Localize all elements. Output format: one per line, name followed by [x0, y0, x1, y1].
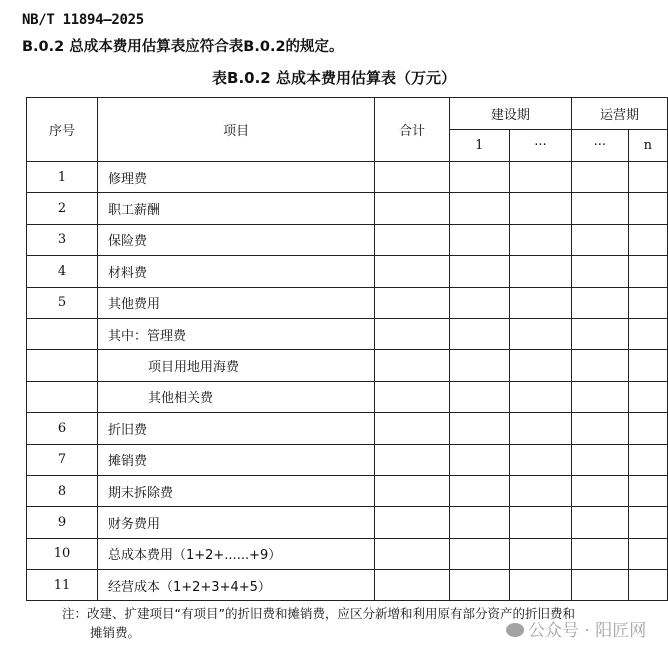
row-total	[375, 475, 450, 506]
row-no: 6	[27, 413, 98, 444]
table-row	[27, 287, 668, 318]
row-operation-ellipsis	[572, 475, 629, 506]
table-row	[27, 444, 668, 475]
row-construction-ellipsis	[509, 350, 571, 381]
header-operation-period: 运营期	[572, 98, 668, 130]
row-item: 其他费用	[97, 287, 374, 318]
row-item: 期末拆除费	[97, 475, 374, 506]
row-construction-1	[449, 538, 509, 569]
row-operation-n	[628, 287, 667, 318]
header-no: 序号	[27, 98, 98, 162]
row-operation-n	[628, 350, 667, 381]
row-construction-ellipsis	[509, 413, 571, 444]
row-item: 修理费	[97, 162, 374, 193]
cost-estimate-table	[26, 97, 668, 601]
row-no	[27, 350, 98, 381]
table-row	[27, 570, 668, 601]
row-item: 摊销费	[97, 444, 374, 475]
header-construction-ellipsis: ···	[509, 130, 571, 162]
table-title: 表B.0.2 总成本费用估算表（万元）	[212, 69, 456, 87]
header-operation-year-n: n	[628, 130, 667, 162]
row-no: 7	[27, 444, 98, 475]
row-construction-1	[449, 256, 509, 287]
table-row	[27, 538, 668, 569]
row-total	[375, 444, 450, 475]
row-item: 其他相关费	[97, 381, 374, 412]
row-operation-n	[628, 256, 667, 287]
row-item: 财务费用	[97, 507, 374, 538]
row-operation-ellipsis	[572, 256, 629, 287]
row-no: 4	[27, 256, 98, 287]
row-item: 经营成本（1+2+3+4+5）	[97, 570, 374, 601]
row-construction-1	[449, 413, 509, 444]
row-total	[375, 287, 450, 318]
row-construction-ellipsis	[509, 162, 571, 193]
table-row	[27, 162, 668, 193]
row-operation-ellipsis	[572, 193, 629, 224]
table-row	[27, 224, 668, 255]
row-construction-1	[449, 507, 509, 538]
row-total	[375, 193, 450, 224]
row-item: 职工薪酬	[97, 193, 374, 224]
row-construction-ellipsis	[509, 193, 571, 224]
row-total	[375, 256, 450, 287]
row-item: 项目用地用海费	[97, 350, 374, 381]
table-row	[27, 193, 668, 224]
row-operation-ellipsis	[572, 350, 629, 381]
row-no	[27, 318, 98, 349]
header-construction-year-1: 1	[449, 130, 509, 162]
row-no: 3	[27, 224, 98, 255]
row-operation-ellipsis	[572, 287, 629, 318]
row-total	[375, 570, 450, 601]
wechat-icon	[506, 623, 524, 637]
row-construction-1	[449, 475, 509, 506]
row-operation-ellipsis	[572, 444, 629, 475]
row-no: 2	[27, 193, 98, 224]
table-row	[27, 507, 668, 538]
row-total	[375, 162, 450, 193]
standard-code: NB/T 11894—2025	[22, 12, 144, 28]
row-operation-ellipsis	[572, 162, 629, 193]
row-construction-ellipsis	[509, 444, 571, 475]
row-no	[27, 381, 98, 412]
row-operation-n	[628, 224, 667, 255]
row-operation-ellipsis	[572, 570, 629, 601]
row-operation-n	[628, 162, 667, 193]
row-total	[375, 350, 450, 381]
row-construction-ellipsis	[509, 224, 571, 255]
row-operation-n	[628, 507, 667, 538]
row-construction-ellipsis	[509, 287, 571, 318]
row-total	[375, 413, 450, 444]
row-operation-n	[628, 538, 667, 569]
header-row-1	[27, 98, 668, 130]
row-item: 其中：管理费	[97, 318, 374, 349]
row-operation-n	[628, 444, 667, 475]
row-construction-1	[449, 350, 509, 381]
row-operation-ellipsis	[572, 507, 629, 538]
table-row	[27, 318, 668, 349]
row-operation-n	[628, 381, 667, 412]
row-total	[375, 507, 450, 538]
row-total	[375, 381, 450, 412]
row-construction-ellipsis	[509, 475, 571, 506]
row-construction-ellipsis	[509, 381, 571, 412]
row-total	[375, 318, 450, 349]
row-operation-ellipsis	[572, 538, 629, 569]
row-operation-ellipsis	[572, 381, 629, 412]
row-no: 10	[27, 538, 98, 569]
table-row	[27, 256, 668, 287]
note-line-2: 摊销费。	[90, 625, 141, 640]
row-total	[375, 224, 450, 255]
watermark	[506, 616, 646, 641]
row-no: 8	[27, 475, 98, 506]
row-item: 材料费	[97, 256, 374, 287]
row-total	[375, 538, 450, 569]
row-operation-ellipsis	[572, 224, 629, 255]
row-item: 总成本费用（1+2+......+9）	[97, 538, 374, 569]
row-construction-1	[449, 318, 509, 349]
row-operation-n	[628, 193, 667, 224]
note-line-1: 注：改建、扩建项目“有项目”的折旧费和摊销费，应区分新增和利用原有部分资产的折旧费和	[62, 606, 575, 621]
row-operation-n	[628, 570, 667, 601]
row-construction-1	[449, 162, 509, 193]
header-operation-ellipsis: ···	[572, 130, 629, 162]
row-operation-ellipsis	[572, 413, 629, 444]
clause-text: B.0.2 总成本费用估算表应符合表B.0.2的规定。	[22, 39, 344, 55]
table-row	[27, 475, 668, 506]
row-operation-n	[628, 413, 667, 444]
row-construction-1	[449, 287, 509, 318]
row-construction-1	[449, 444, 509, 475]
row-construction-ellipsis	[509, 507, 571, 538]
row-construction-ellipsis	[509, 570, 571, 601]
header-construction-period: 建设期	[449, 98, 571, 130]
row-construction-1	[449, 570, 509, 601]
table-row	[27, 350, 668, 381]
table-row	[27, 413, 668, 444]
header-total: 合计	[375, 98, 450, 162]
row-item: 保险费	[97, 224, 374, 255]
row-construction-1	[449, 224, 509, 255]
row-operation-n	[628, 318, 667, 349]
row-operation-ellipsis	[572, 318, 629, 349]
watermark-text: 公众号 · 阳匠网	[528, 621, 647, 641]
row-construction-1	[449, 193, 509, 224]
row-construction-ellipsis	[509, 318, 571, 349]
row-construction-ellipsis	[509, 538, 571, 569]
row-item: 折旧费	[97, 413, 374, 444]
row-no: 1	[27, 162, 98, 193]
table-row	[27, 381, 668, 412]
row-no: 9	[27, 507, 98, 538]
row-no: 11	[27, 570, 98, 601]
row-construction-1	[449, 381, 509, 412]
row-construction-ellipsis	[509, 256, 571, 287]
row-operation-n	[628, 475, 667, 506]
header-item: 项目	[97, 98, 374, 162]
row-no: 5	[27, 287, 98, 318]
